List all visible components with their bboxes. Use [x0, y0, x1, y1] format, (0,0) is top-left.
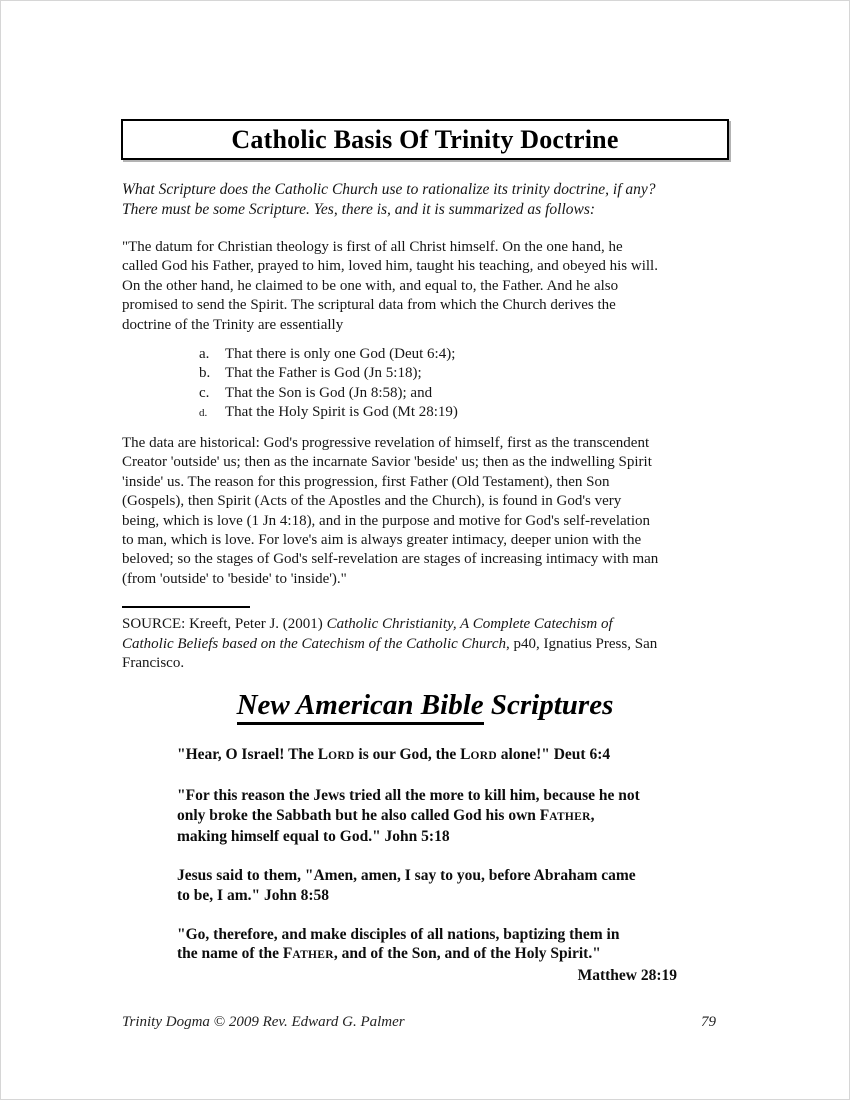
footer-copyright: Trinity Dogma © 2009 Rev. Edward G. Palmer [122, 1014, 405, 1030]
list-item-text: That there is only one God (Deut 6:4); [225, 346, 456, 362]
list-item-text: That the Holy Spirit is God (Mt 28:19) [225, 404, 458, 421]
list-item-text: That the Father is God (Jn 5:18); [225, 365, 422, 382]
scriptures-heading-rest: Scriptures [483, 689, 614, 721]
list-marker: c. [199, 384, 210, 401]
quote-paragraph-1: "The datum for Christian theology is first of all Christ himself. On the one hand, he called God his Father, prayed to him, loved him, taught his teaching, and obeyed his will. On the other hand, he claimed to be one with, and equal to, the Father. And he also promised to send the Spirit. The scriptural data from which the Church derives the doctrine of the Trinity are essentially [122, 239, 658, 333]
scripture-quote-deut-6-4: "Hear, O Israel! The LORD is our God, the LORD alone!" Deut 6:4 [177, 746, 611, 763]
list-item [199, 384, 458, 403]
title-box [121, 119, 729, 160]
scripture-quote-john-5-18: "For this reason the Jews tried all the more to kill him, because he not only broke the Sabbath but he also called God his own FATHER, making himself equal to God." John 5:18 [177, 787, 640, 845]
quote-paragraph-2: The data are historical: God's progressive revelation of himself, first as the transcendent Creator 'outside' us; then as the incarnate Savior 'beside' us; then as the indwelling Spirit 'inside' us. The reason for this progression, first Father (Old Testament), then Son (Gospels), then Spirit (Acts of the Apostles and the Church), is found in God's very being, which is love (1 Jn 4:18), and in the purpose and motive for God's self-revelation to man, which is love. For love's aim is always greater intimacy, deeper union with the beloved; so the stages of God's self-revelation are stages of increasing intimacy with man (from 'outside' to 'beside' to 'inside')." [122, 435, 659, 587]
source-separator-line [122, 606, 250, 608]
scripture-quotes [177, 745, 677, 1005]
doctrine-list [199, 345, 458, 424]
list-item [199, 364, 458, 383]
list-marker: a. [199, 346, 210, 362]
scriptures-heading-underlined: New American Bible [237, 689, 484, 725]
page-title: Catholic Basis Of Trinity Doctrine [231, 124, 619, 154]
intro-paragraph: What Scripture does the Catholic Church use to rationalize its trinity doctrine, if any? There must be some Scripture. Yes, there is, and it is summarized as follows: [122, 181, 656, 218]
page-footer [122, 1014, 728, 1031]
scripture-quote-john-8-58: Jesus said to them, "Amen, amen, I say to you, before Abraham came to be, I am." John 8:58 [177, 867, 636, 904]
list-item-text: That the Son is God (Jn 8:58); and [225, 384, 433, 401]
list-item [199, 345, 458, 364]
scripture-quote-matthew-28-19: "Go, therefore, and make disciples of all nations, baptizing them in the name of the FATHER, and of the Son, and of the Holy Spirit." Matthew 28:19 [177, 925, 677, 984]
list-marker: b. [199, 365, 211, 382]
scriptures-heading [122, 689, 728, 722]
list-marker: d. [199, 407, 208, 420]
footer-page-number: 79 [701, 1014, 716, 1030]
source-citation: SOURCE: Kreeft, Peter J. (2001) Catholic Christianity, A Complete Catechism of Catholic Beliefs based on the Catechism of the Catholic Church, p40, Ignatius Press, San Francisco. [122, 616, 658, 671]
list-item [199, 403, 458, 423]
